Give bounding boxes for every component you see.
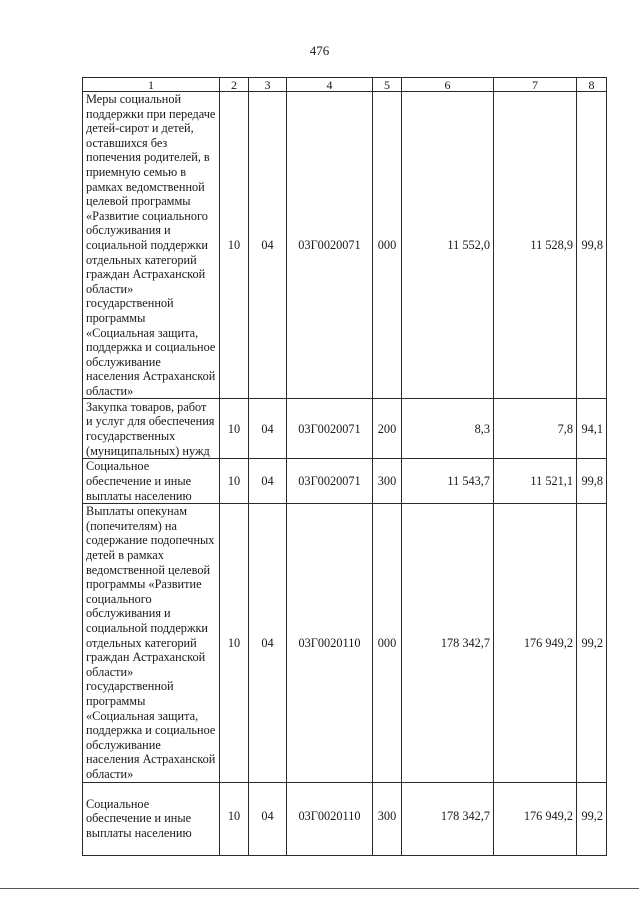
header-col-3: 3	[249, 78, 287, 92]
header-col-4: 4	[287, 78, 373, 92]
table-row	[83, 92, 607, 399]
row-percent: 99,8	[577, 459, 607, 504]
row-subsection: 04	[249, 459, 287, 504]
row-target-code: 03Г0020071	[287, 459, 373, 504]
row-name: Социальное обеспечение и иные выплаты населению	[83, 459, 220, 504]
header-col-5: 5	[373, 78, 402, 92]
row-actual-amount: 176 949,2	[494, 504, 577, 782]
row-name: Закупка товаров, работ и услуг для обеспечения государственных (муниципальных) нужд	[83, 399, 220, 459]
row-expense-type: 200	[373, 399, 402, 459]
row-percent: 94,1	[577, 399, 607, 459]
row-subsection: 04	[249, 504, 287, 782]
row-section: 10	[220, 399, 249, 459]
header-col-2: 2	[220, 78, 249, 92]
row-actual-amount: 11 521,1	[494, 459, 577, 504]
row-name: Выплаты опекунам (попечителям) на содержание подопечных детей в рамках ведомственной целевой программы «Развитие социального обслуживания и социальной поддержки отдельных категорий граждан Астраханской области» государственной программы «Социальная защита, поддержка и социальное обслуживание населения Астраханской области»	[83, 504, 220, 782]
row-planned-amount: 11 552,0	[402, 92, 494, 399]
table-header-row	[83, 78, 607, 92]
row-section: 10	[220, 459, 249, 504]
row-name: Меры социальной поддержки при передаче детей-сирот и детей, оставшихся без попечения родителей, в приемную семью в рамках ведомственной целевой программы «Развитие социального обслуживания и социальной поддержки отдельных категорий граждан Астраханской области» государственной программы «Социальная защита, поддержка и социальное обслуживание населения Астраханской области»	[83, 92, 220, 399]
header-col-1: 1	[83, 78, 220, 92]
row-planned-amount: 178 342,7	[402, 782, 494, 855]
row-subsection: 04	[249, 92, 287, 399]
row-percent: 99,2	[577, 504, 607, 782]
table-row	[83, 782, 607, 855]
row-expense-type: 000	[373, 504, 402, 782]
row-target-code: 03Г0020110	[287, 782, 373, 855]
row-actual-amount: 7,8	[494, 399, 577, 459]
row-expense-type: 300	[373, 459, 402, 504]
row-planned-amount: 8,3	[402, 399, 494, 459]
table-row	[83, 504, 607, 782]
row-subsection: 04	[249, 399, 287, 459]
row-section: 10	[220, 92, 249, 399]
bottom-rule	[0, 888, 639, 889]
header-col-8: 8	[577, 78, 607, 92]
row-subsection: 04	[249, 782, 287, 855]
row-percent: 99,8	[577, 92, 607, 399]
row-actual-amount: 11 528,9	[494, 92, 577, 399]
row-target-code: 03Г0020071	[287, 399, 373, 459]
row-planned-amount: 178 342,7	[402, 504, 494, 782]
row-actual-amount: 176 949,2	[494, 782, 577, 855]
budget-table	[82, 77, 607, 856]
table-row	[83, 459, 607, 504]
row-planned-amount: 11 543,7	[402, 459, 494, 504]
table-row	[83, 399, 607, 459]
row-section: 10	[220, 782, 249, 855]
row-target-code: 03Г0020071	[287, 92, 373, 399]
row-section: 10	[220, 504, 249, 782]
row-expense-type: 300	[373, 782, 402, 855]
row-target-code: 03Г0020110	[287, 504, 373, 782]
row-name: Социальное обеспечение и иные выплаты населению	[83, 782, 220, 855]
row-expense-type: 000	[373, 92, 402, 399]
page-number: 476	[309, 43, 330, 58]
row-percent: 99,2	[577, 782, 607, 855]
header-col-7: 7	[494, 78, 577, 92]
header-col-6: 6	[402, 78, 494, 92]
